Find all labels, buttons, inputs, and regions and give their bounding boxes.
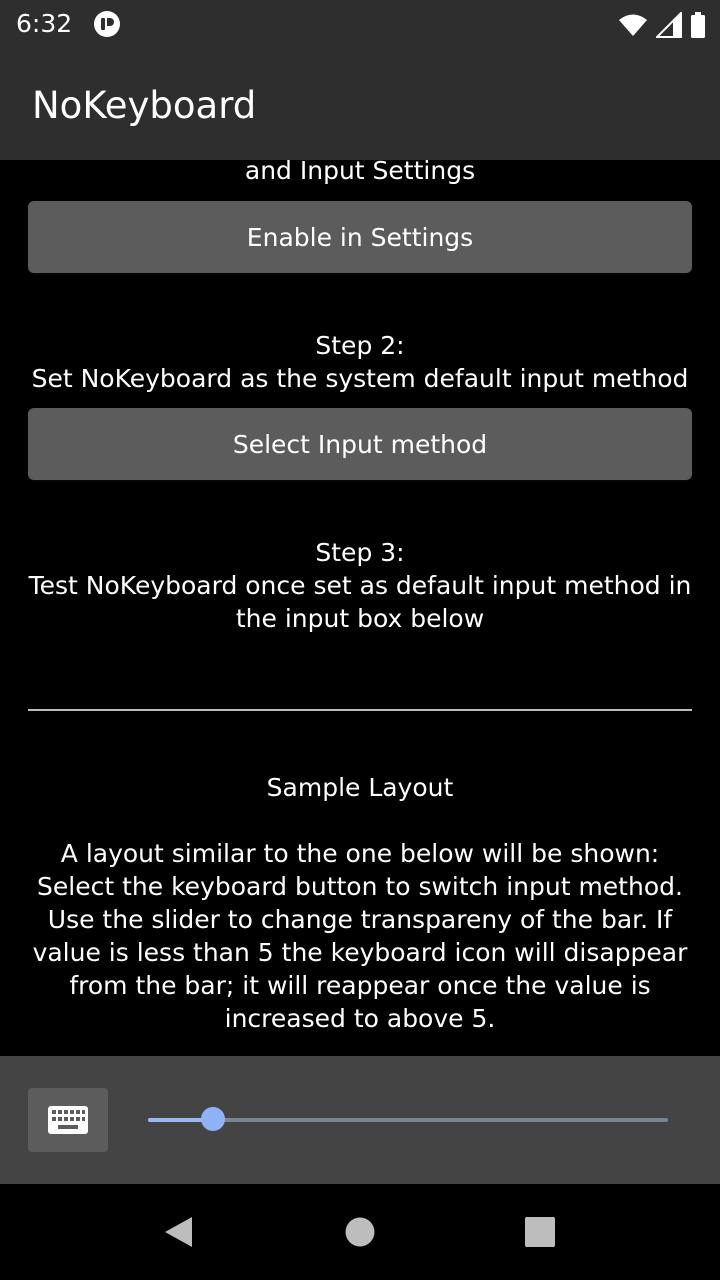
- recents-icon[interactable]: [525, 1217, 555, 1247]
- status-bar: [0, 0, 720, 50]
- keyboard-icon: [48, 1106, 88, 1134]
- select-input-method-button[interactable]: Select Input method: [28, 408, 692, 480]
- navigation-bar: [0, 1184, 720, 1280]
- battery-icon: [690, 12, 706, 38]
- enable-in-settings-button[interactable]: Enable in Settings: [28, 201, 692, 273]
- slider-track: [148, 1118, 668, 1122]
- divider: [28, 709, 692, 711]
- step1-text-tail: and Input Settings: [244, 160, 476, 185]
- wifi-icon: [618, 13, 648, 37]
- status-time: 6:32: [16, 9, 73, 38]
- sample-layout-description: A layout similar to the one below will be shown: Select the keyboard button to switch input method. Use the slider to change transpareny of the bar. If value is less than 5 the keyboard icon will disappear from the bar; it will reappear once the value is increased to above 5.: [32, 839, 688, 1033]
- sample-bar: [0, 1056, 720, 1184]
- cell-signal-icon: [656, 12, 682, 38]
- home-icon[interactable]: [345, 1217, 375, 1247]
- step3-text: Step 3: Test NoKeyboard once set as default input method in the input box below: [28, 538, 692, 633]
- app-notification-icon: [93, 10, 121, 38]
- keyboard-button[interactable]: [28, 1088, 108, 1152]
- back-icon[interactable]: [163, 1216, 193, 1248]
- slider-thumb[interactable]: [201, 1107, 225, 1131]
- app-title: NoKeyboard: [32, 84, 257, 127]
- step2-text: Step 2: Set NoKeyboard as the system default input method: [31, 331, 689, 393]
- content-scroll-area[interactable]: [0, 160, 720, 1056]
- sample-layout-title: Sample Layout: [266, 773, 454, 802]
- transparency-slider[interactable]: [148, 1118, 668, 1122]
